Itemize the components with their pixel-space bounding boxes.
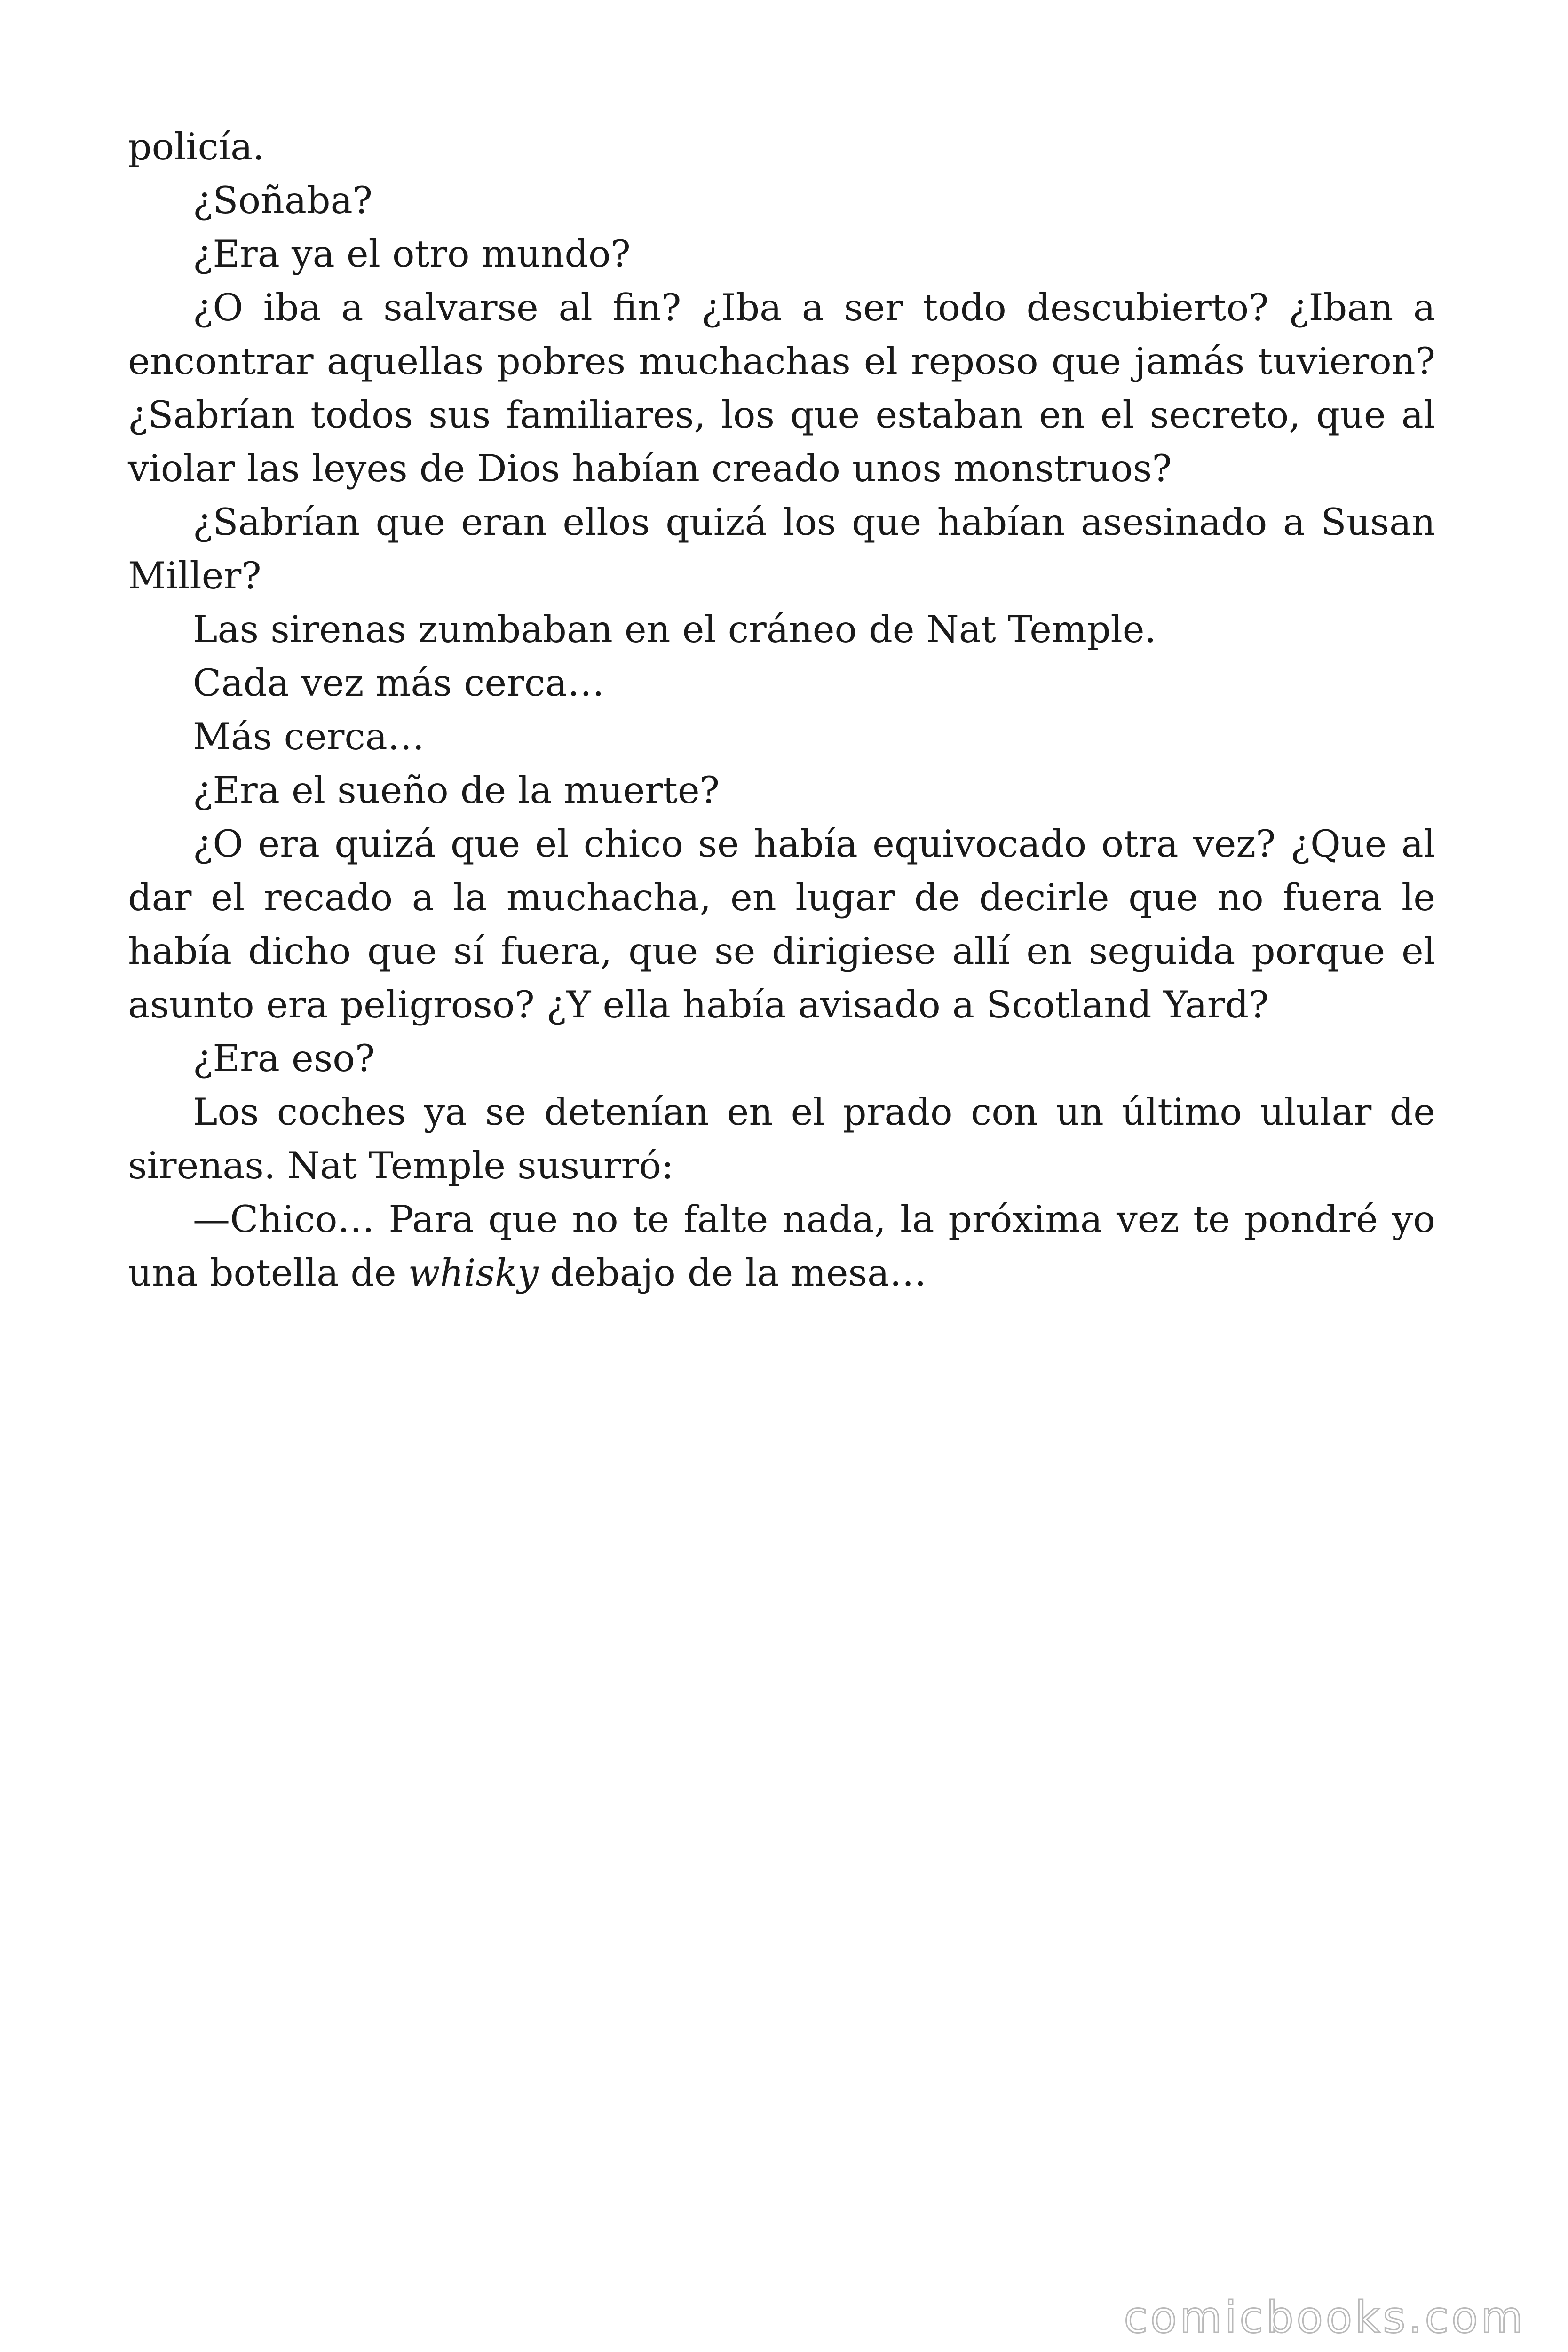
paragraph: Más cerca…	[193, 715, 425, 758]
final-paragraph-end: debajo de la mesa…	[538, 1251, 927, 1295]
paragraph: ¿Era ya el otro mundo?	[193, 232, 631, 276]
paragraph: ¿O iba a salvarse al fin? ¿Iba a ser todo descubierto? ¿Iban a encontrar aquellas pobres muchachas el reposo que jamás tuvieron? ¿Sabrían todos sus familiares, los que estaban en el secreto, que al violar las leyes de Dios habían creado unos monstruos?	[128, 286, 1435, 490]
paragraph: Los coches ya se detenían en el prado con un último ulular de sirenas. Nat Temple susurró:	[128, 1090, 1435, 1187]
paragraph: policía.	[128, 125, 265, 168]
paragraph: ¿Era eso?	[193, 1037, 375, 1080]
paragraph: Cada vez más cerca…	[193, 661, 605, 705]
body-text	[128, 120, 1435, 1300]
paragraph: ¿Soñaba?	[193, 179, 373, 222]
site-watermark: comicbooks.com	[1124, 2292, 1526, 2343]
paragraph: ¿O era quizá que el chico se había equivocado otra vez? ¿Que al dar el recado a la muchacha, en lugar de decirle que no fuera le había dicho que sí fuera, que se dirigiese allí en seguida porque el asunto era peligroso? ¿Y ella había avisado a Scotland Yard?	[128, 822, 1435, 1026]
paragraph: Las sirenas zumbaban en el cráneo de Nat Temple.	[193, 608, 1156, 651]
final-paragraph-start: —Chico… Para que no te falte nada, la próxima vez te pondré yo una botella de	[128, 1198, 1435, 1295]
italic-word: whisky	[408, 1251, 539, 1295]
final-paragraph	[128, 1192, 1435, 1300]
paragraph: ¿Sabrían que eran ellos quizá los que habían asesinado a Susan Miller?	[128, 501, 1435, 597]
paragraph: ¿Era el sueño de la muerte?	[193, 769, 720, 812]
